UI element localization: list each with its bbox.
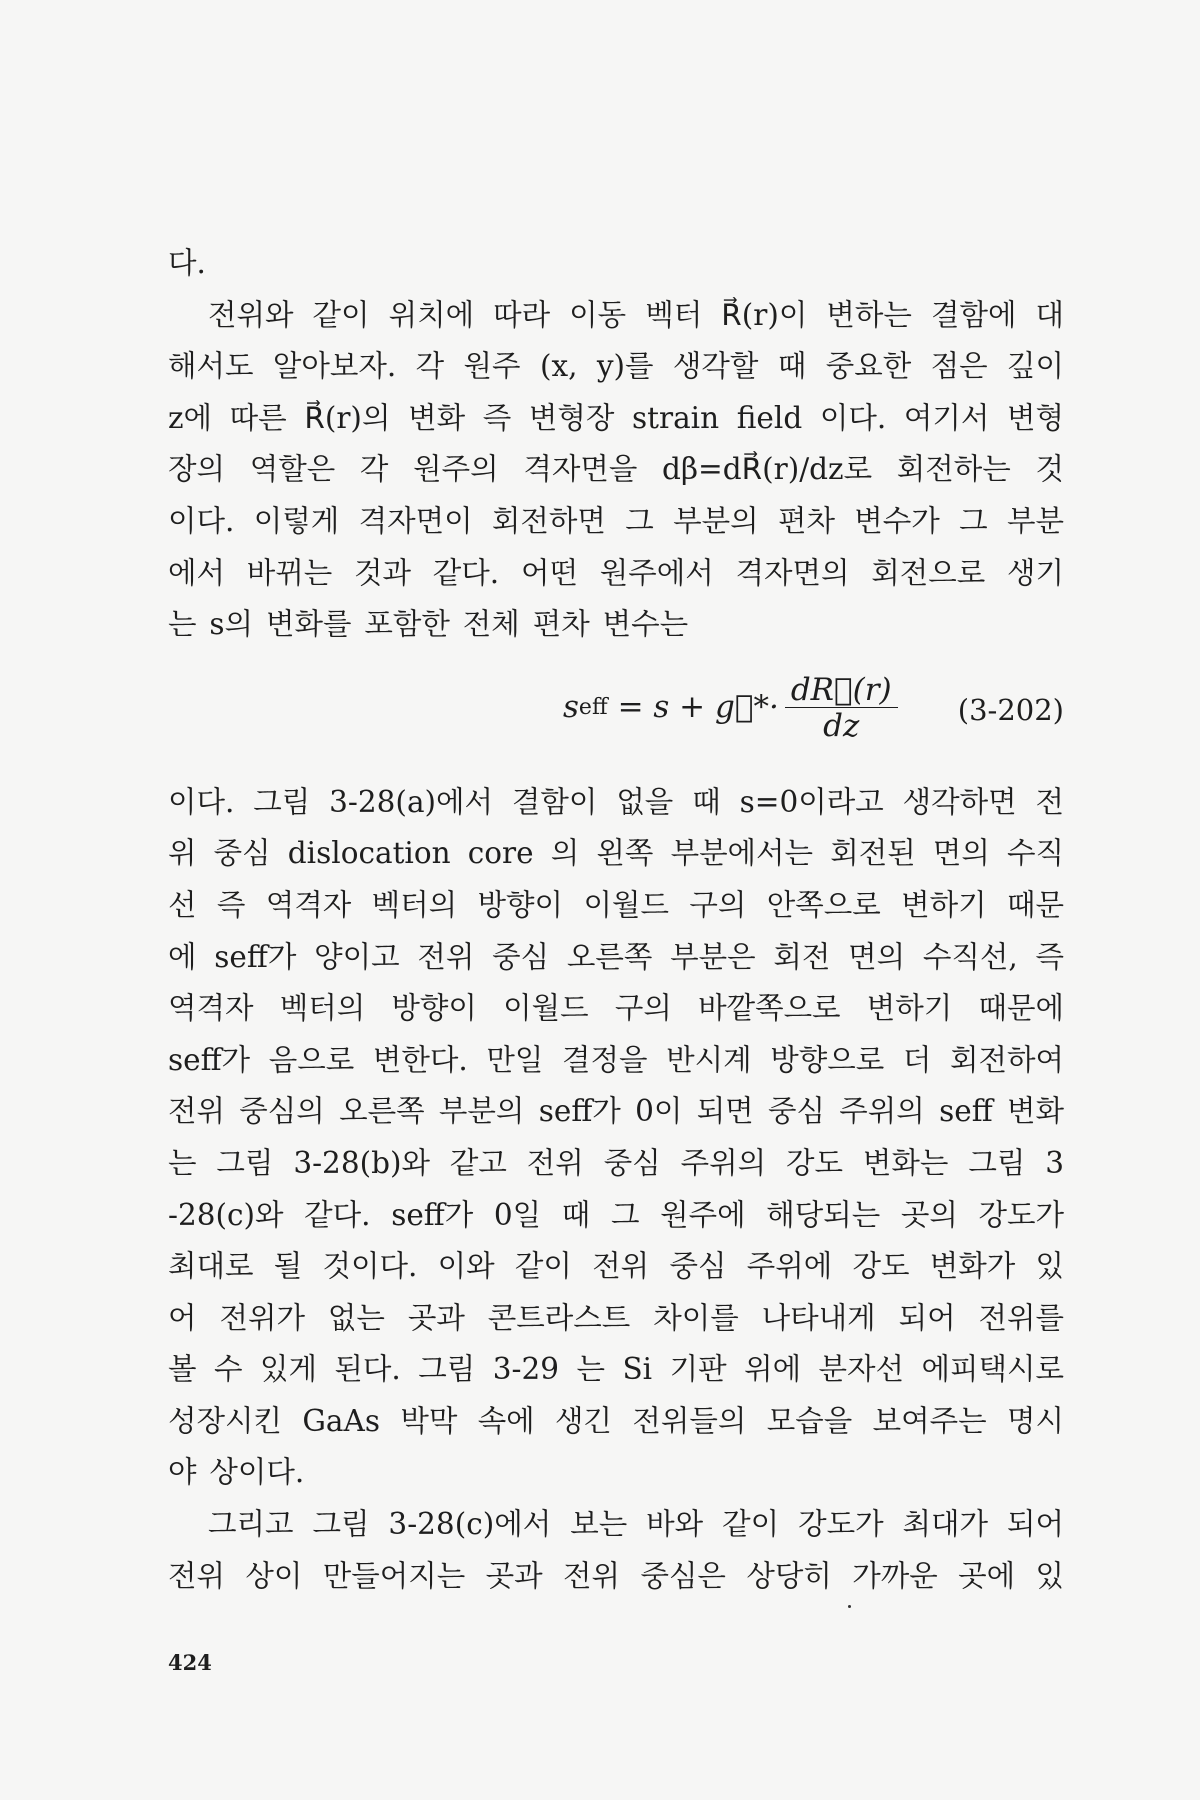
text-line: 성장시킨 GaAs 박막 속에 생긴 전위들의 모습을 보여주는 명시 [168, 1403, 1064, 1438]
text-line: 에서 바뀌는 것과 같다. 어떤 원주에서 격자면의 회전으로 생기 [168, 555, 1064, 590]
equation-denominator: dz [823, 707, 860, 744]
text-line: 그리고 그림 3-28(c)에서 보는 바와 같이 강도가 최대가 되어 [208, 1507, 1064, 1542]
text-line: 이다. 그림 3-28(a)에서 결함이 없을 때 s=0이라고 생각하면 전 [168, 784, 1064, 819]
equation-fraction [785, 673, 898, 744]
text-line: -28(c)와 같다. seff가 0일 때 그 원주에 해당되는 곳의 강도가 [168, 1197, 1064, 1232]
text-line: 장의 역할은 각 원주의 격자면을 dβ=dR⃗(r)/dz로 회전하는 것 [168, 452, 1064, 487]
text-line: z에 따른 R⃗(r)의 변화 즉 변형장 strain field 이다. 여기서 변형 [168, 400, 1064, 435]
text-line: 역격자 벡터의 방향이 이월드 구의 바깥쪽으로 변하기 때문에 [168, 991, 1064, 1026]
text-line: 는 s의 변화를 포함한 전체 편차 변수는 [168, 607, 689, 642]
text-line: 다. [168, 246, 206, 280]
equation-3-202 [563, 673, 898, 744]
equation-rhs: = s + g⃗*· [617, 689, 779, 726]
text-line: 최대로 될 것이다. 이와 같이 전위 중심 주위에 강도 변화가 있 [168, 1249, 1064, 1284]
paragraph-continuation [168, 238, 1064, 290]
equation-block [168, 651, 1064, 777]
text-line: 이다. 이렇게 격자면이 회전하면 그 부분의 편차 변수가 그 부분 [168, 503, 1064, 538]
equation-lhs-subscript: eff [578, 695, 608, 721]
equation-lhs-symbol: s [563, 689, 579, 726]
equation-number: (3-202) [957, 692, 1064, 727]
paragraph-dislocation-strain [168, 290, 1064, 651]
text-line: 위 중심 dislocation core 의 왼쪽 부분에서는 회전된 면의 수직 [168, 836, 1064, 871]
text-line: 선 즉 역격자 벡터의 방향이 이월드 구의 안쪽으로 변하기 때문 [168, 887, 1064, 922]
text-line: 전위 중심의 오른쪽 부분의 seff가 0이 되면 중심 주위의 seff 변화 [168, 1094, 1064, 1129]
paragraph-contrast [168, 777, 1064, 1499]
text-line: 해서도 알아보자. 각 원주 (x, y)를 생각할 때 중요한 점은 깊이 [168, 349, 1064, 384]
text-line: seff가 음으로 변한다. 만일 결정을 반시계 방향으로 더 회전하여 [168, 1042, 1064, 1077]
text-line: 야 상이다. [168, 1455, 305, 1490]
paragraph-intensity-max [168, 1499, 1064, 1602]
page-number: 424 [168, 1650, 212, 1675]
text-line: 어 전위가 없는 곳과 콘트라스트 차이를 나타내게 되어 전위를 [168, 1300, 1064, 1335]
text-line: 에 seff가 양이고 전위 중심 오른쪽 부분은 회전 면의 수직선, 즉 [168, 939, 1064, 974]
text-line: 는 그림 3-28(b)와 같고 전위 중심 주위의 강도 변화는 그림 3 [168, 1145, 1064, 1180]
print-speck [848, 1605, 851, 1608]
equation-numerator: dR⃗(r) [785, 673, 898, 708]
text-line: 전위와 같이 위치에 따라 이동 벡터 R⃗(r)이 변하는 결함에 대 [208, 297, 1064, 332]
text-line: 볼 수 있게 된다. 그림 3-29 는 Si 기판 위에 분자선 에피택시로 [168, 1352, 1064, 1387]
body-text [168, 238, 1064, 1602]
text-line: 전위 상이 만들어지는 곳과 전위 중심은 상당히 가까운 곳에 있 [168, 1558, 1064, 1593]
